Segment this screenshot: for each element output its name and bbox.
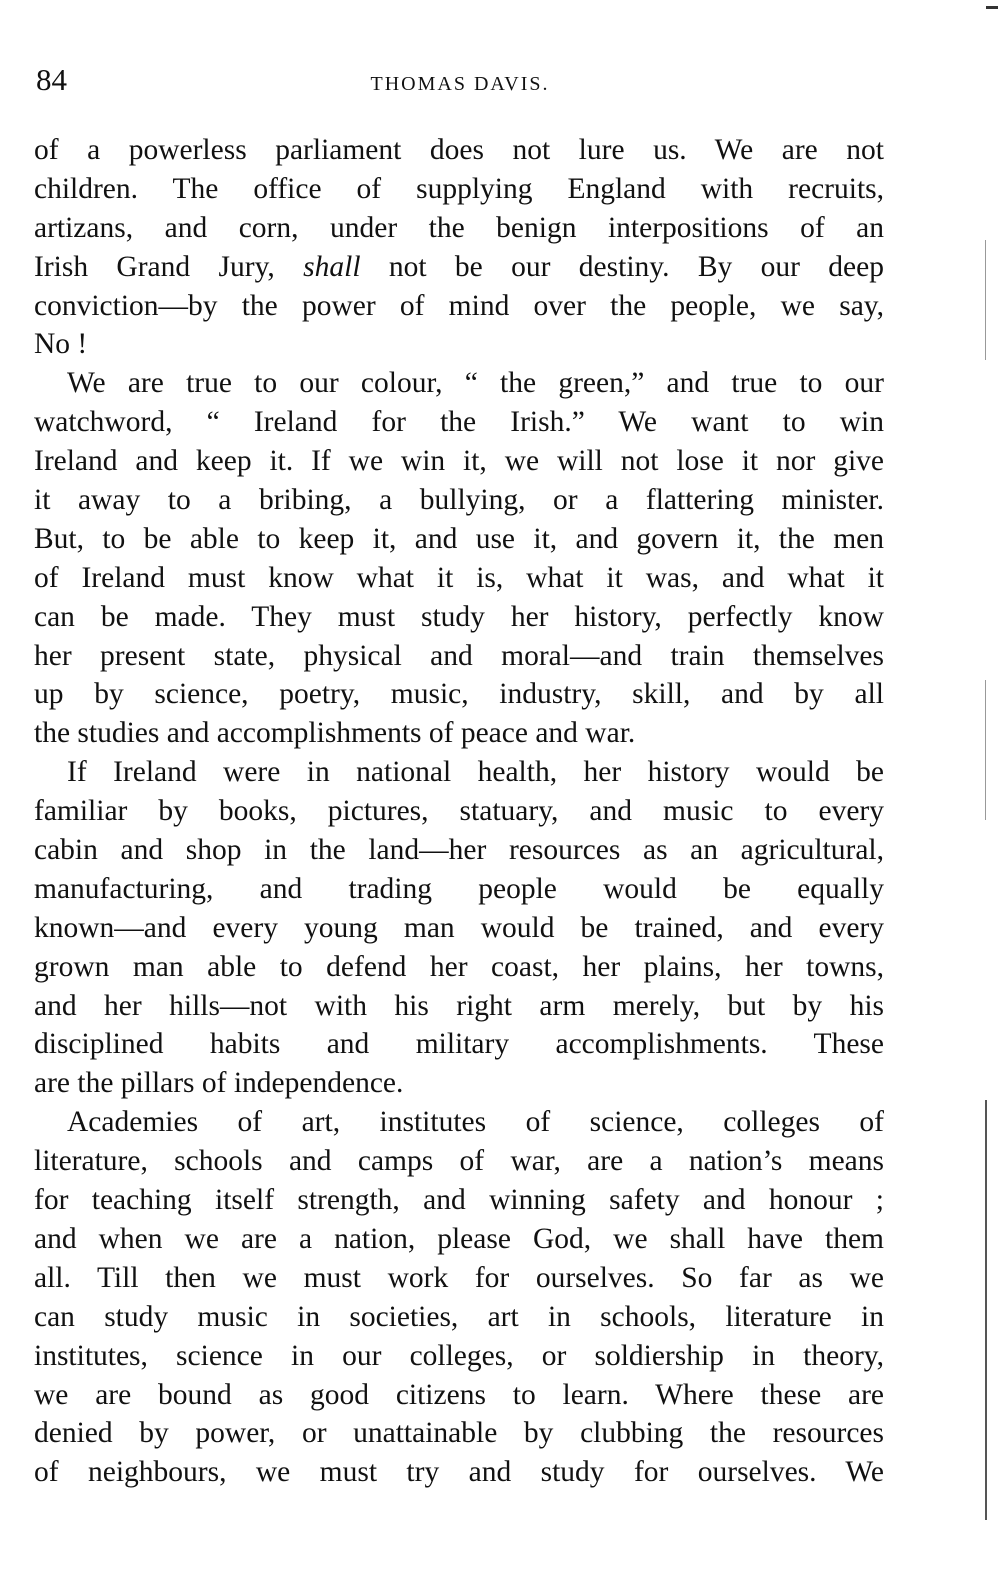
text-line: conviction—by the power of mind over the people, we say, <box>34 289 884 322</box>
text-line: it away to a bribing, a bullying, or a flattering minister. <box>34 484 884 517</box>
text-run: not be our destiny. By our deep <box>360 250 884 283</box>
text-line: of a powerless parliament does not lure us. We are not <box>34 134 884 166</box>
text-run: Irish Grand Jury, <box>34 250 304 283</box>
text-line: are the pillars of independence. <box>34 1067 404 1100</box>
text-line: artizans, and corn, under the benign interpositions of an <box>34 211 884 244</box>
text-line: grown man able to defend her coast, her plains, her towns, <box>34 950 884 983</box>
text-line: manufacturing, and trading people would be equally <box>34 872 884 905</box>
text-line <box>34 248 884 287</box>
text-line: children. The office of supplying England with recruits, <box>34 172 884 205</box>
text-line: cabin and shop in the land—her resources as an agricultural, <box>34 834 884 867</box>
text-line: of Ireland must know what it is, what it was, and what it <box>34 561 884 594</box>
text-line: and her hills—not with his right arm merely, but by his <box>34 989 884 1022</box>
text-line: her present state, physical and moral—and train themselves <box>34 639 884 672</box>
text-line: If Ireland were in national health, her history would be <box>67 756 884 789</box>
scan-edge-mark <box>985 1100 987 1520</box>
body-text <box>34 131 884 1492</box>
text-line: all. Till then we must work for ourselves. So far as we <box>34 1261 884 1294</box>
text-line: of neighbours, we must try and study for ourselves. We <box>34 1456 884 1489</box>
page-header <box>36 58 884 102</box>
text-line: No ! <box>34 328 88 361</box>
text-line: watchword, “ Ireland for the Irish.” We want to win <box>34 406 884 439</box>
text-line: literature, schools and camps of war, are a nation’s means <box>34 1145 884 1178</box>
page-number: 84 <box>36 62 67 97</box>
paragraph <box>34 1103 884 1492</box>
text-line: But, to be able to keep it, and use it, and govern it, the men <box>34 522 884 555</box>
text-line: denied by power, or unattainable by clubbing the resources <box>34 1417 884 1450</box>
text-line: for teaching itself strength, and winning safety and honour ; <box>34 1184 884 1217</box>
text-line: institutes, science in our colleges, or soldiership in theory, <box>34 1339 884 1372</box>
text-line: familiar by books, pictures, statuary, and music to every <box>34 795 884 828</box>
text-line: up by science, poetry, music, industry, skill, and by all <box>34 678 884 711</box>
scan-edge-mark <box>986 6 998 9</box>
paragraph <box>34 131 884 364</box>
text-line: the studies and accomplishments of peace and war. <box>34 717 636 750</box>
text-line: We are true to our colour, “ the green,” and true to our <box>67 367 884 400</box>
paragraph <box>34 364 884 753</box>
text-line: can be made. They must study her history, perfectly know <box>34 600 884 633</box>
text-line: we are bound as good citizens to learn. Where these are <box>34 1378 884 1411</box>
text-line: and when we are a nation, please God, we shall have them <box>34 1222 884 1255</box>
text-line: can study music in societies, art in schools, literature in <box>34 1300 884 1333</box>
text-line: Academies of art, institutes of science, colleges of <box>67 1106 884 1139</box>
text-line: known—and every young man would be trained, and every <box>34 911 884 944</box>
running-head: THOMAS DAVIS. <box>370 73 550 95</box>
text-line: disciplined habits and military accomplishments. These <box>34 1028 884 1061</box>
scan-edge-mark <box>985 240 986 360</box>
paragraph <box>34 753 884 1103</box>
italic-word: shall <box>303 250 361 283</box>
text-line: Ireland and keep it. If we win it, we will not lose it nor give <box>34 445 884 478</box>
scan-edge-mark <box>985 680 986 820</box>
